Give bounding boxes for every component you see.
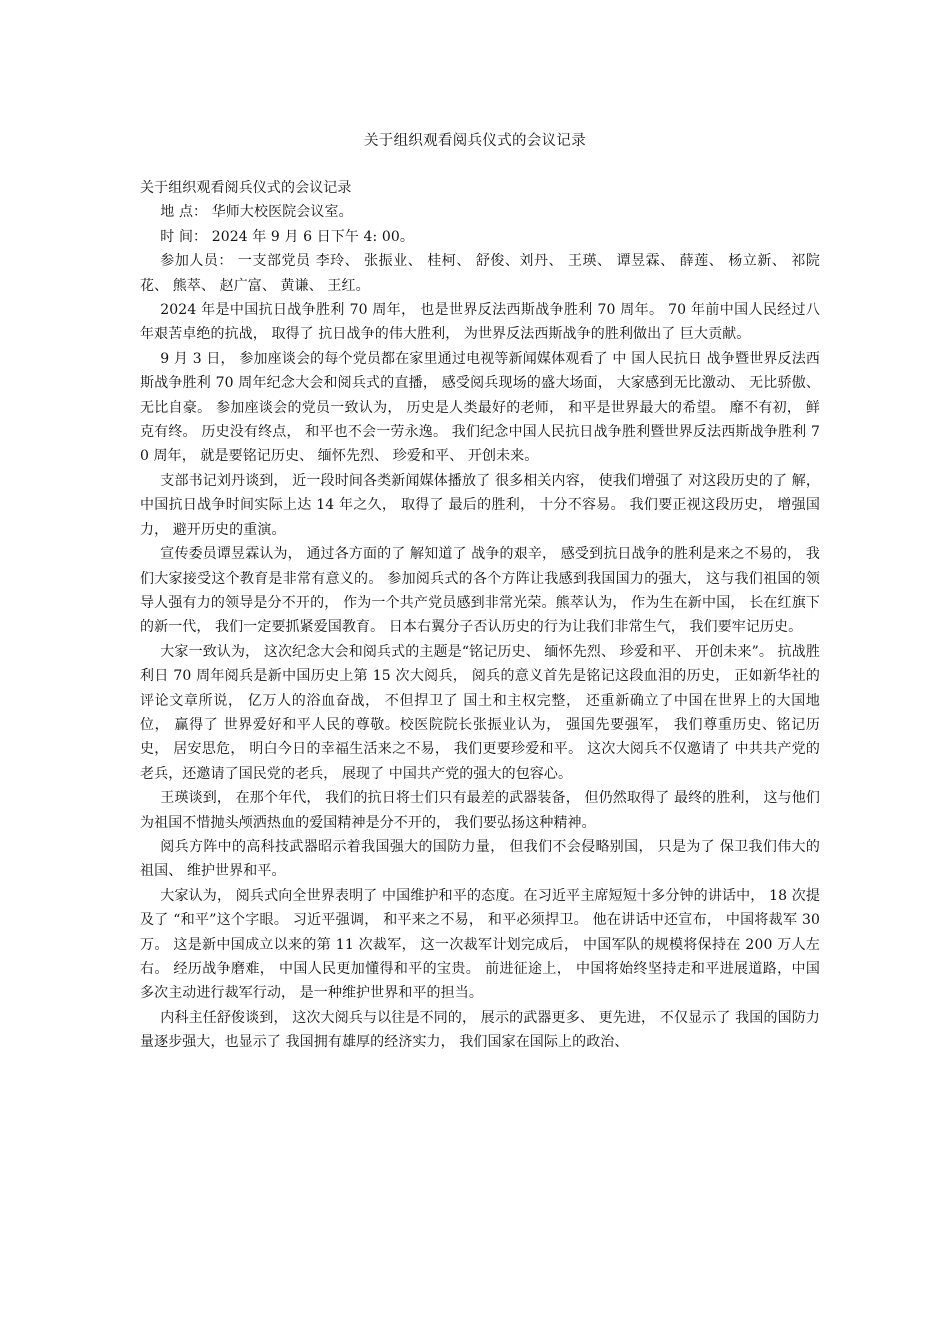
paragraph: 支部书记刘丹谈到， 近一段时间各类新闻媒体播放了 很多相关内容， 使我们增强了 对这段历史的了 解， 中国抗日战争时间实际上达 14 年之久， 取得了 最后的胜利， 十分不容易。 我们要正视这段历史， 增强国力， 避开历史的重演。	[140, 472, 820, 538]
paragraph: 内科主任舒俊谈到， 这次大阅兵与以往是不同的， 展示的武器更多、 更先进， 不仅显示了 我国的国防力量逐步强大，也显示了 我国拥有雄厚的经济实力， 我们国家在国际上的政治、	[140, 1009, 820, 1051]
paragraph: 大家一致认为， 这次纪念大会和阅兵式的主题是“铭记历史、 缅怀先烈、 珍爱和平、 开创未来”。 抗战胜利日 70 周年阅兵是新中国历史上第 15 次大阅兵， 阅兵的意义首先是铭记这段血泪的历史， 正如新华社的评论文章所说， 亿万人的浴血奋战， 不但捍卫了 国土和主权完整， 还重新确立了中国在世界上的大国地位， 赢得了 世界爱好和平人民的尊敬。校医院院长张振业认为， 强国先要强军， 我们尊重历史、铭记历史， 居安思危， 明白今日的幸福生活来之不易， 我们更要珍爱和平。 这次大阅兵不仅邀请了 中共共产党的老兵，还邀请了国民党的老兵， 展现了 中国共产党的强大的包容心。	[140, 643, 820, 782]
paragraph: 大家认为， 阅兵式向全世界表明了 中国维护和平的态度。在习近平主席短短十多分钟的讲话中， 18 次提及了 “和平”这个字眼。 习近平强调， 和平来之不易， 和平必须捍卫。 他在讲话中还宣布， 中国将裁军 30 万。 这是新中国成立以来的第 11 次裁军， 这一次裁军计划完成后， 中国军队的规模将保持在 200 万人左右。 经历战争磨难， 中国人民更加懂得和平的宝贵。 前进征途上， 中国将始终坚持走和平进展道路，中国多次主动进行裁军行动， 是一种维护世界和平的担当。	[140, 887, 820, 1002]
paragraph: 9 月 3 日， 参加座谈会的每个党员都在家里通过电视等新闻媒体观看了 中 国人民抗日 战争暨世界反法西斯战争胜利 70 周年纪念大会和阅兵式的直播， 感受阅兵现场的盛大场面， 大家感到无比激动、 无比骄傲、 无比自豪。 参加座谈会的党员一致认为， 历史是人类最好的老师， 和平是世界最大的希望。 靡不有初， 鲜克有终。 历史没有终点， 和平也不会一劳永逸。 我们纪念中国人民抗日战争胜利暨世界反法西斯战争胜利 70 周年， 就是要铭记历史、 缅怀先烈、 珍爱和平、 开创未来。	[140, 350, 820, 465]
document-body	[140, 176, 820, 1055]
paragraph: 2024 年是中国抗日战争胜利 70 周年， 也是世界反法西斯战争胜利 70 周年。 70 年前中国人民经过八年艰苦卓绝的抗战， 取得了 抗日战争的伟大胜利， 为世界反法西斯战争的胜利做出了 巨大贡献。	[140, 302, 820, 343]
paragraph: 宣传委员谭昱霖认为， 通过各方面的了 解知道了 战争的艰辛， 感受到抗日战争的胜利是来之不易的， 我们大家接受这个教育是非常有意义的。 参加阅兵式的各个方阵让我感到我国国力的强大， 这与我们祖国的领导人强有力的领导是分不开的， 作为一个共产党员感到非常光荣。熊萃认为， 作为生在新中国， 长在红旗下的新一代， 我们一定要抓紧爱国教育。 日本右翼分子否认历史的行为让我们非常生气， 我们要牢记历史。	[140, 546, 820, 636]
meeting-location: 地 点： 华师大校医院会议室。	[160, 204, 353, 221]
document-title: 关于组织观看阅兵仪式的会议记录	[364, 133, 586, 149]
meeting-time: 时 间： 2024 年 9 月 6 日下午 4: 00。	[160, 228, 415, 245]
paragraph: 王瑛谈到， 在那个年代， 我们的抗日将士们只有最差的武器装备， 但仍然取得了 最终的胜利， 这与他们为祖国不惜抛头颅洒热血的爱国精神是分不开的， 我们要弘扬这种精神。	[140, 790, 820, 831]
meeting-attendees: 参加人员： 一支部党员 李玲、 张振业、 桂柯、 舒俊、刘丹、 王瑛、 谭昱霖、 薛莲、 杨立新、 祁院花、 熊萃、 赵广富、 黄谦、 王红。	[140, 253, 820, 294]
paragraph: 阅兵方阵中的高科技武器昭示着我国强大的国防力量， 但我们不会侵略别国， 只是为了 保卫我们伟大的祖国、 维护世界和平。	[140, 838, 820, 880]
body-heading: 关于组织观看阅兵仪式的会议记录	[140, 180, 352, 196]
